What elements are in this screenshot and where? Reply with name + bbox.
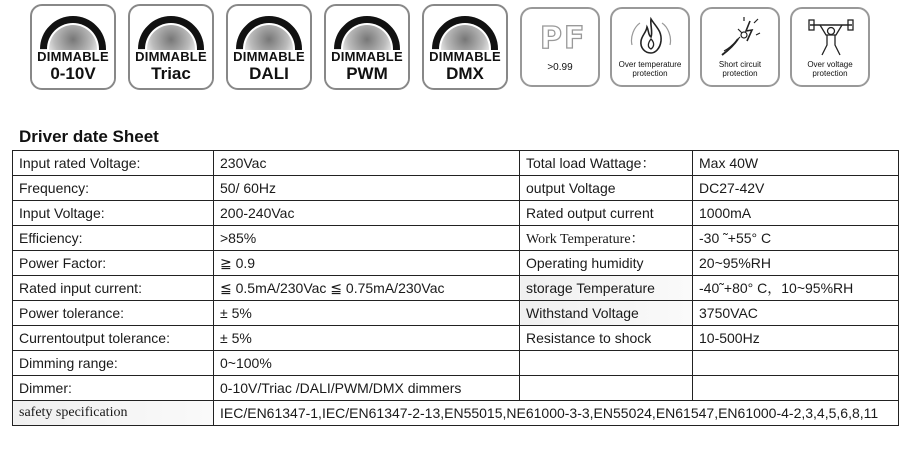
spec-label: Rated input current:: [13, 276, 214, 301]
driver-data-table: [12, 150, 899, 426]
badge-line1: DIMMABLE: [37, 49, 109, 64]
spec-value: 0-10V/Triac /DALI/PWM/DMX dimmers: [214, 376, 520, 401]
sheet-title: Driver date Sheet: [19, 127, 159, 146]
weightlifter-icon: [806, 15, 856, 59]
table-row: [13, 226, 899, 251]
spec-label: output Voltage: [520, 176, 693, 201]
safety-label: safety specification: [13, 401, 214, 426]
safety-value: IEC/EN61347-1,IEC/EN61347-2-13,EN55015,NE61000-3-3,EN55024,EN61547,EN61000-4-2,3,4,5,6,8,11: [214, 401, 899, 426]
spec-label: storage Temperature: [520, 276, 693, 301]
power-factor-badge: [520, 7, 600, 87]
spec-label: Input Voltage:: [13, 201, 214, 226]
spec-label: [520, 376, 693, 401]
badge-line1: DIMMABLE: [233, 49, 305, 64]
spec-value: -30 ˜+55° C: [693, 226, 899, 251]
table-row: [13, 301, 899, 326]
spec-value: 0~100%: [214, 351, 520, 376]
table-row: [13, 151, 899, 176]
short-circuit-icon: [716, 15, 766, 59]
table-row: [13, 326, 899, 351]
spec-value: 230Vac: [214, 151, 520, 176]
spec-value: 20~95%RH: [693, 251, 899, 276]
spec-label: Efficiency:: [13, 226, 214, 251]
spec-value: >85%: [214, 226, 520, 251]
spec-label: [520, 351, 693, 376]
dimmable-triac-badge: [128, 4, 214, 90]
spec-label: Operating humidity: [520, 251, 693, 276]
spec-label: Withstand Voltage: [520, 301, 693, 326]
badge-line2: Triac: [151, 64, 191, 83]
spec-label: Dimming range:: [13, 351, 214, 376]
table-row: [13, 176, 899, 201]
spec-value: 200-240Vac: [214, 201, 520, 226]
dimmable-dmx-badge: [422, 4, 508, 90]
over-voltage-badge: [790, 7, 870, 87]
badge-line1: DIMMABLE: [429, 49, 501, 64]
badge-line1: DIMMABLE: [135, 49, 207, 64]
spec-label: Dimmer:: [13, 376, 214, 401]
spec-value: 3750VAC: [693, 301, 899, 326]
badge-line2: DMX: [446, 64, 484, 83]
spec-value: 50/ 60Hz: [214, 176, 520, 201]
badge-line1: DIMMABLE: [331, 49, 403, 64]
dimmable-pwm-badge: [324, 4, 410, 90]
spec-value: ± 5%: [214, 301, 520, 326]
spec-label: Total load Wattage：: [520, 151, 693, 176]
table-row: [13, 201, 899, 226]
badge-caption-line2: protection: [812, 69, 848, 79]
badge-line2: 0-10V: [50, 64, 96, 83]
spec-value: [693, 376, 899, 401]
spec-value: ± 5%: [214, 326, 520, 351]
table-row: [13, 251, 899, 276]
flame-icon: [626, 15, 676, 59]
spec-value: 1000mA: [693, 201, 899, 226]
dimmable-dali-badge: [226, 4, 312, 90]
spec-label: Power tolerance:: [13, 301, 214, 326]
spec-label: Rated output current: [520, 201, 693, 226]
table-row: [13, 401, 899, 426]
table-row: [13, 351, 899, 376]
spec-value: DC27-42V: [693, 176, 899, 201]
badge-caption-line1: Short circuit: [718, 60, 762, 70]
badge-caption-line2: protection: [632, 69, 668, 79]
badge-line2: DALI: [249, 64, 289, 83]
badge-line2: PWM: [346, 64, 388, 83]
spec-value: -40˜+80° C，10~95%RH: [693, 276, 899, 301]
spec-label: Input rated Voltage:: [13, 151, 214, 176]
spec-label: Frequency:: [13, 176, 214, 201]
table-row: [13, 376, 899, 401]
spec-label: Resistance to shock: [520, 326, 693, 351]
badge-caption-line2: protection: [722, 69, 758, 79]
dimmable-0-10v-badge: [30, 4, 116, 90]
power-factor-icon: PF: [540, 21, 587, 56]
spec-label: Work Temperature：: [520, 226, 693, 251]
over-temperature-badge: [610, 7, 690, 87]
spec-label: Power Factor:: [13, 251, 214, 276]
power-factor-caption: >0.99: [547, 62, 573, 73]
spec-value: 10-500Hz: [693, 326, 899, 351]
spec-value: Max 40W: [693, 151, 899, 176]
short-circuit-badge: [700, 7, 780, 87]
spec-label: Currentoutput tolerance:: [13, 326, 214, 351]
badge-caption-line1: Over temperature: [618, 60, 682, 70]
spec-value: ≧ 0.9: [214, 251, 520, 276]
spec-value: [693, 351, 899, 376]
table-row: [13, 276, 899, 301]
badge-caption-line1: Over voltage: [807, 60, 853, 70]
spec-value: ≦ 0.5mA/230Vac ≦ 0.75mA/230Vac: [214, 276, 520, 301]
